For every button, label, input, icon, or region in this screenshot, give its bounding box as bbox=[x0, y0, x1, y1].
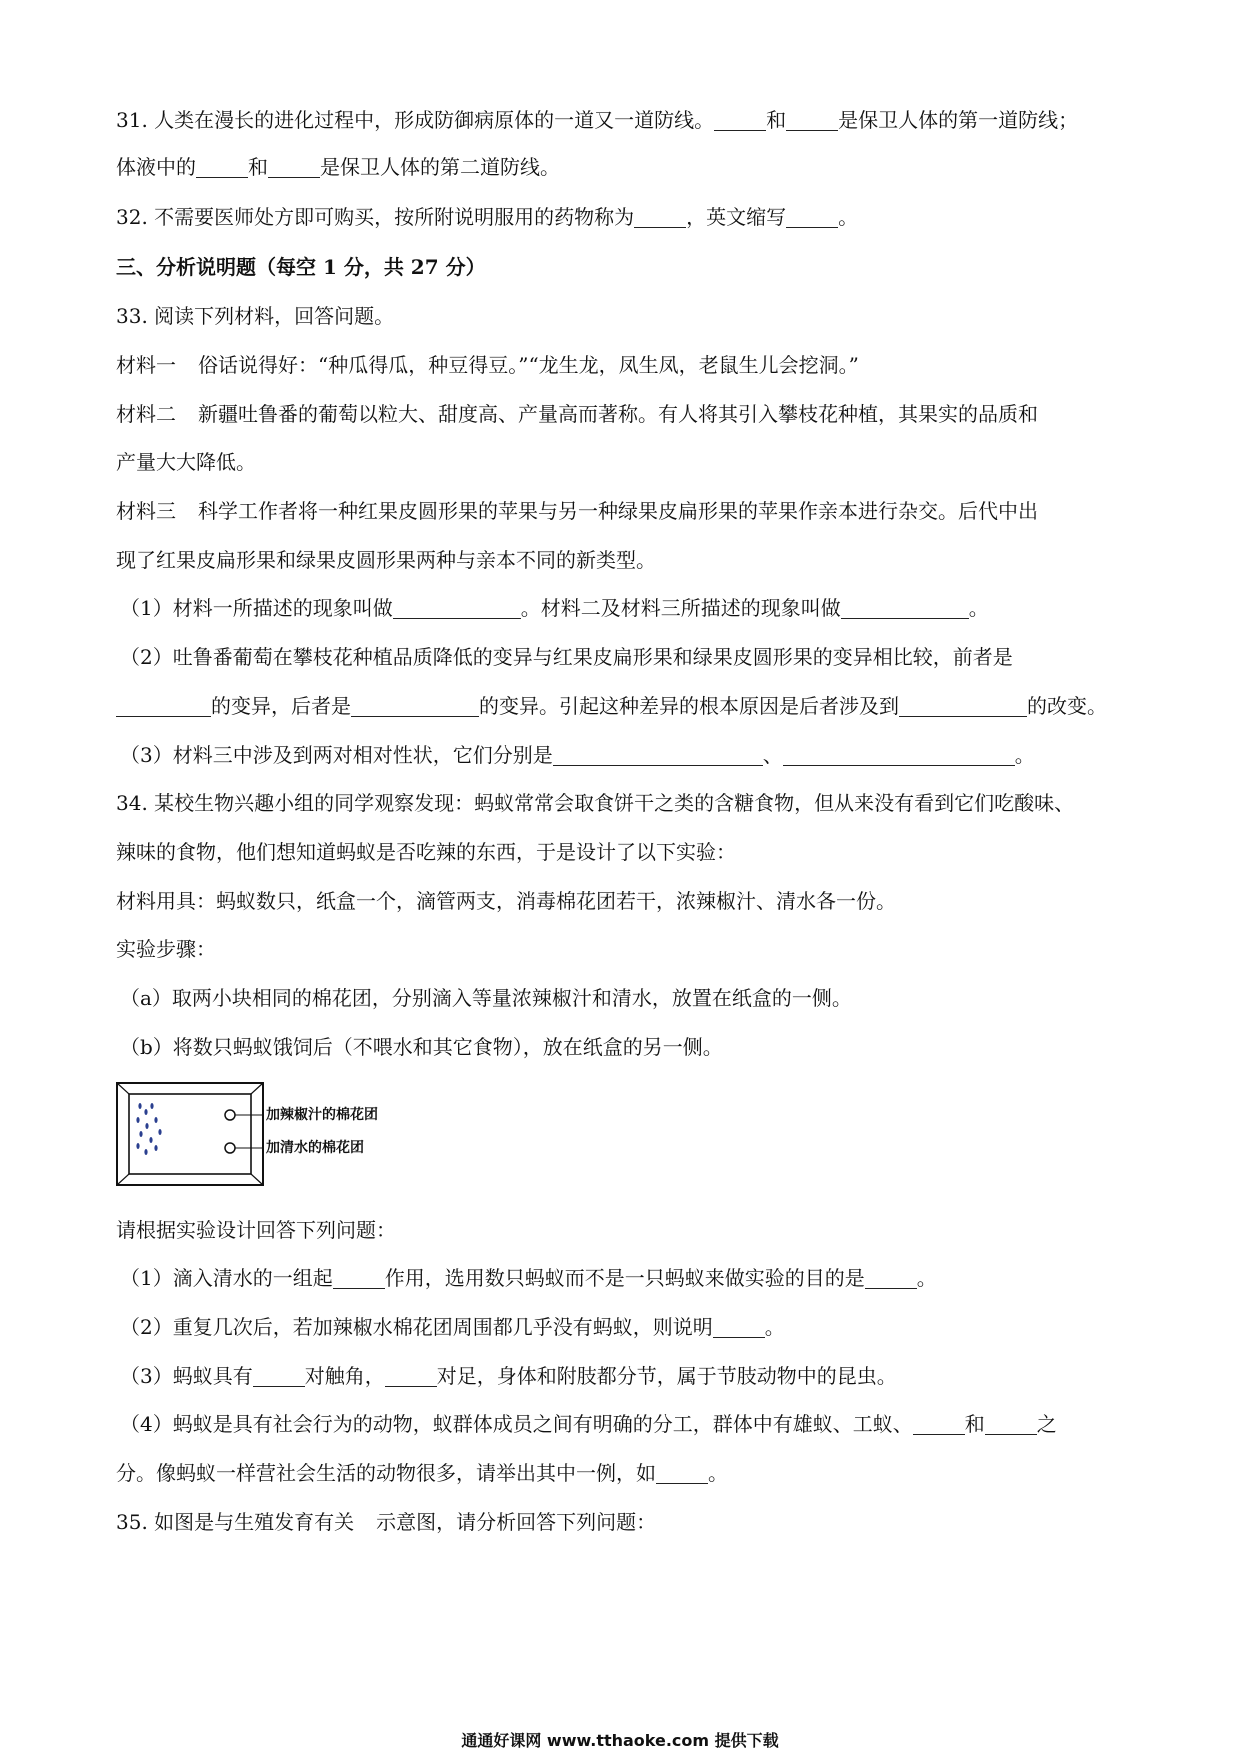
answer-blank[interactable] bbox=[913, 1414, 965, 1435]
answer-blank[interactable] bbox=[116, 696, 211, 717]
answer-blank[interactable] bbox=[899, 696, 1027, 717]
q34-ask: 请根据实验设计回答下列问题： bbox=[116, 1218, 396, 1242]
q33-part-2-cont: 的变异，后者是 的变异。引起这种差异的根本原因是后者涉及到 的改变。 bbox=[116, 693, 1136, 719]
q33-material-2: 材料二 新疆吐鲁番的葡萄以粒大、甜度高、产量高而著称。有人将其引入攀枝花种植，其果实的品质和 bbox=[116, 402, 1038, 426]
footer-watermark: 通通好课网 www.tthaoke.com 提供下载 bbox=[461, 1731, 779, 1750]
q32-line: 32. 不需要医师处方即可购买，按所附说明服用的药物称为 ，英文缩写 。 bbox=[116, 205, 859, 229]
figure-label-water: 加清水的棉花团 bbox=[266, 1140, 364, 1156]
q33-part-1: （1）材料一所描述的现象叫做 。材料二及材料三所描述的现象叫做 。 bbox=[120, 596, 989, 620]
answer-blank[interactable] bbox=[196, 157, 248, 178]
q34-part-1: （1）滴入清水的一组起 作用，选用数只蚂蚁而不是一只蚂蚁来做实验的目的是 。 bbox=[120, 1266, 937, 1290]
answer-blank[interactable] bbox=[841, 598, 969, 619]
q34-stem-2: 辣味的食物，他们想知道蚂蚁是否吃辣的东西，于是设计了以下实验： bbox=[116, 840, 736, 864]
answer-blank[interactable] bbox=[268, 157, 320, 178]
cotton-ball-icon bbox=[225, 1110, 235, 1120]
answer-blank[interactable] bbox=[713, 1317, 765, 1338]
answer-blank[interactable] bbox=[333, 1268, 385, 1289]
answer-blank[interactable] bbox=[553, 745, 763, 766]
experiment-box-figure bbox=[116, 1082, 378, 1186]
answer-blank[interactable] bbox=[385, 1366, 437, 1387]
q33-material-1: 材料一 俗话说得好：“种瓜得瓜，种豆得豆。”“龙生龙，凤生凤，老鼠生儿会挖洞。” bbox=[116, 353, 859, 377]
section-title: 三、分析说明题（每空 1 分，共 27 分） bbox=[116, 255, 486, 279]
answer-blank[interactable] bbox=[783, 745, 1015, 766]
answer-blank[interactable] bbox=[985, 1414, 1037, 1435]
figure-label-chili: 加辣椒汁的棉花团 bbox=[266, 1107, 378, 1123]
q34-part-4-cont: 分。像蚂蚁一样营社会生活的动物很多，请举出其中一例，如 。 bbox=[116, 1461, 728, 1485]
q34-materials: 材料用具：蚂蚁数只，纸盒一个，滴管两支，消毒棉花团若干，浓辣椒汁、清水各一份。 bbox=[116, 889, 896, 913]
q33-part-2: （2）吐鲁番葡萄在攀枝花种植品质降低的变异与红果皮扁形果和绿果皮圆形果的变异相比较，前者是 bbox=[120, 645, 1013, 669]
q34-step-b: （b）将数只蚂蚁饿饲后（不喂水和其它食物），放在纸盒的另一侧。 bbox=[120, 1035, 723, 1059]
q35-stem: 35. 如图是与生殖发育有关 示意图，请分析回答下列问题： bbox=[116, 1510, 657, 1534]
q33-material-2-cont: 产量大大降低。 bbox=[116, 450, 256, 474]
q34-part-4: （4）蚂蚁是具有社会行为的动物，蚁群体成员之间有明确的分工，群体中有雄蚁、工蚁、 和 之 bbox=[120, 1412, 1057, 1436]
answer-blank[interactable] bbox=[865, 1268, 917, 1289]
answer-blank[interactable] bbox=[634, 207, 686, 228]
q33-stem: 33. 阅读下列材料，回答问题。 bbox=[116, 304, 395, 328]
q31-line-1: 31. 人类在漫长的进化过程中，形成防御病原体的一道又一道防线。 和 是保卫人体的第一道防线； bbox=[116, 108, 1079, 132]
q31-line-2: 体液中的 和 是保卫人体的第二道防线。 bbox=[116, 155, 560, 179]
q33-part-3: （3）材料三中涉及到两对相对性状，它们分别是 、 。 bbox=[120, 743, 1035, 767]
answer-blank[interactable] bbox=[253, 1366, 305, 1387]
answer-blank[interactable] bbox=[786, 110, 838, 131]
q33-material-3-cont: 现了红果皮扁形果和绿果皮圆形果两种与亲本不同的新类型。 bbox=[116, 548, 656, 572]
q34-part-2: （2）重复几次后，若加辣椒水棉花团周围都几乎没有蚂蚁，则说明 。 bbox=[120, 1315, 785, 1339]
q34-stem-1: 34. 某校生物兴趣小组的同学观察发现：蚂蚁常常会取食饼干之类的含糖食物，但从来没有看到它们吃酸味、 bbox=[116, 791, 1075, 815]
q34-step-a: （a）取两小块相同的棉花团，分别滴入等量浓辣椒汁和清水，放置在纸盒的一侧。 bbox=[120, 986, 852, 1010]
experiment-box-diagram bbox=[116, 1082, 264, 1186]
q34-steps-label: 实验步骤： bbox=[116, 937, 216, 961]
cotton-ball-icon bbox=[225, 1143, 235, 1153]
answer-blank[interactable] bbox=[351, 696, 479, 717]
answer-blank[interactable] bbox=[656, 1463, 708, 1484]
ants-icon bbox=[136, 1103, 161, 1155]
answer-blank[interactable] bbox=[714, 110, 766, 131]
answer-blank[interactable] bbox=[786, 207, 838, 228]
answer-blank[interactable] bbox=[393, 598, 521, 619]
q34-part-3: （3）蚂蚁具有 对触角， 对足，身体和附肢都分节，属于节肢动物中的昆虫。 bbox=[120, 1364, 897, 1388]
q33-material-3: 材料三 科学工作者将一种红果皮圆形果的苹果与另一种绿果皮扁形果的苹果作亲本进行杂交。后代中出 bbox=[116, 499, 1038, 523]
